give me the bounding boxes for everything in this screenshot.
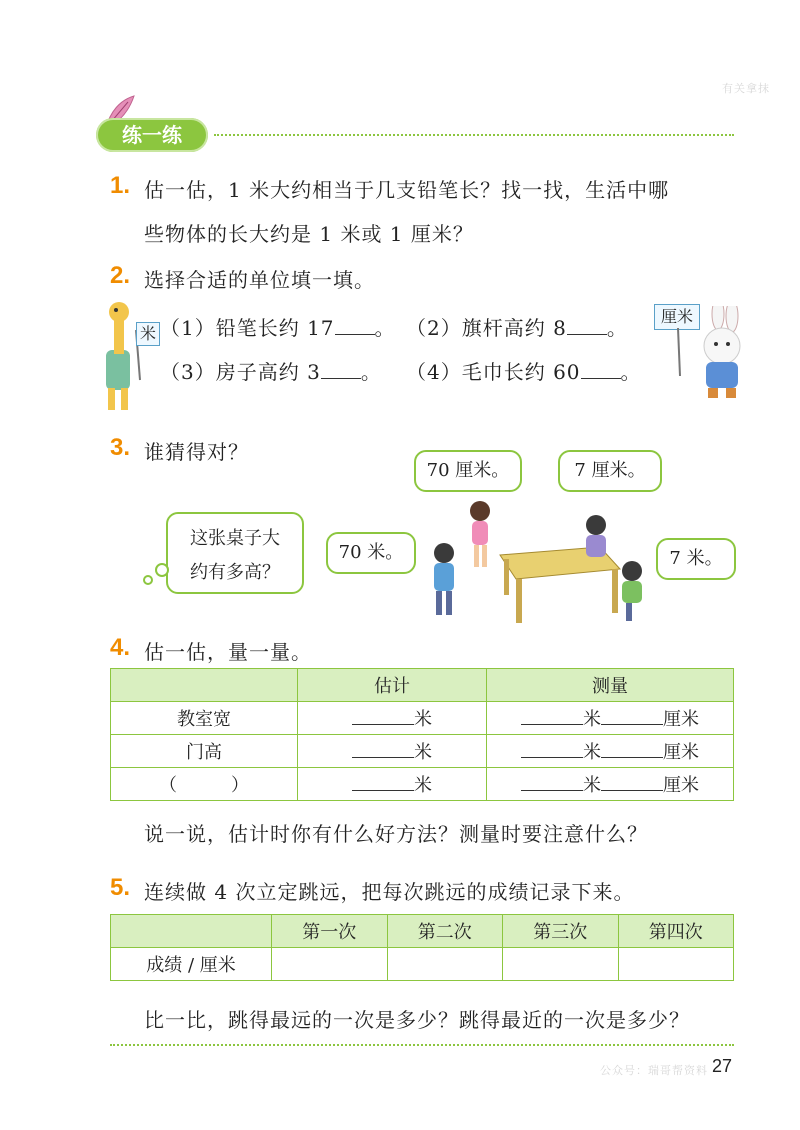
header-cell: 第四次: [618, 915, 734, 948]
row-label[interactable]: （ ）: [111, 768, 298, 801]
table-row: [111, 768, 734, 801]
row-label: 教室宽: [111, 702, 298, 735]
table-row: [111, 948, 734, 981]
q1-line2: 些物体的长大约是 1 米或 1 厘米？: [144, 222, 474, 246]
watermark-top: 有关拿抹: [722, 82, 770, 95]
record-cell[interactable]: [272, 948, 388, 981]
q4-followup: 说一说，估计时你有什么好方法？测量时要注意什么？: [144, 822, 648, 846]
section-divider: [214, 134, 734, 136]
header-cell: 第三次: [503, 915, 619, 948]
bubble-7m: 7 米。: [656, 538, 736, 580]
estimate-cell[interactable]: 米: [298, 768, 487, 801]
measure-cell[interactable]: 米 厘米: [487, 768, 734, 801]
row-label: 成绩 / 厘米: [111, 948, 272, 981]
q5-title: 连续做 4 次立定跳远，把每次跳远的成绩记录下来。: [144, 880, 635, 904]
header-cell: 第二次: [387, 915, 503, 948]
record-cell[interactable]: [618, 948, 734, 981]
q2-item-4: （4）毛巾长约 60 。: [406, 360, 642, 384]
q2-item-3: （3）房子高约 3 。: [160, 360, 382, 384]
header-cell: [111, 915, 272, 948]
q2-number: 2.: [110, 262, 131, 289]
table-header-row: [111, 915, 734, 948]
q1-line1: 估一估，1 米大约相当于几支铅笔长？找一找，生活中哪: [144, 178, 670, 202]
children-table-illustration: [420, 495, 660, 635]
header-cell: 估计: [298, 669, 487, 702]
header-cell: [111, 669, 298, 702]
q3-title: 谁猜得对？: [144, 440, 249, 464]
header-cell: 第一次: [272, 915, 388, 948]
thought-dots: [138, 560, 172, 590]
section-badge: 练一练: [96, 118, 208, 152]
rabbit-illustration: [670, 306, 750, 402]
table-row: [111, 702, 734, 735]
bottom-divider: [110, 1044, 734, 1046]
bubble-70m: 70 米。: [326, 532, 416, 574]
q2-item-2: （2）旗杆高约 8 。: [406, 316, 628, 340]
question-bubble: 这张桌子大 约有多高？: [166, 512, 304, 594]
q4-number: 4.: [110, 634, 131, 661]
q5-number: 5.: [110, 874, 131, 901]
q5-followup: 比一比，跳得最远的一次是多少？跳得最近的一次是多少？: [144, 1008, 690, 1032]
record-cell[interactable]: [503, 948, 619, 981]
jump-record-table: [110, 914, 734, 981]
bubble-70cm: 70 厘米。: [414, 450, 522, 492]
q4-title: 估一估，量一量。: [144, 640, 312, 664]
measure-cell[interactable]: 米 厘米: [487, 702, 734, 735]
table-header-row: [111, 669, 734, 702]
q2-title: 选择合适的单位填一填。: [144, 268, 375, 292]
giraffe-illustration: [96, 300, 160, 416]
record-cell[interactable]: [387, 948, 503, 981]
sign-meter: 米: [136, 322, 160, 346]
estimate-cell[interactable]: 米: [298, 702, 487, 735]
q3-number: 3.: [110, 434, 131, 461]
estimate-cell[interactable]: 米: [298, 735, 487, 768]
q1-number: 1.: [110, 172, 131, 199]
page-number: 27: [712, 1056, 733, 1076]
estimate-measure-table: [110, 668, 734, 801]
watermark-bottom: 公众号：瑞哥帮资料: [600, 1064, 708, 1077]
sign-centimeter: 厘米: [654, 304, 700, 330]
header-cell: 测量: [487, 669, 734, 702]
bubble-7cm: 7 厘米。: [558, 450, 662, 492]
row-label: 门高: [111, 735, 298, 768]
q2-item-1: （1）铅笔长约 17 。: [160, 316, 396, 340]
table-row: [111, 735, 734, 768]
measure-cell[interactable]: 米 厘米: [487, 735, 734, 768]
